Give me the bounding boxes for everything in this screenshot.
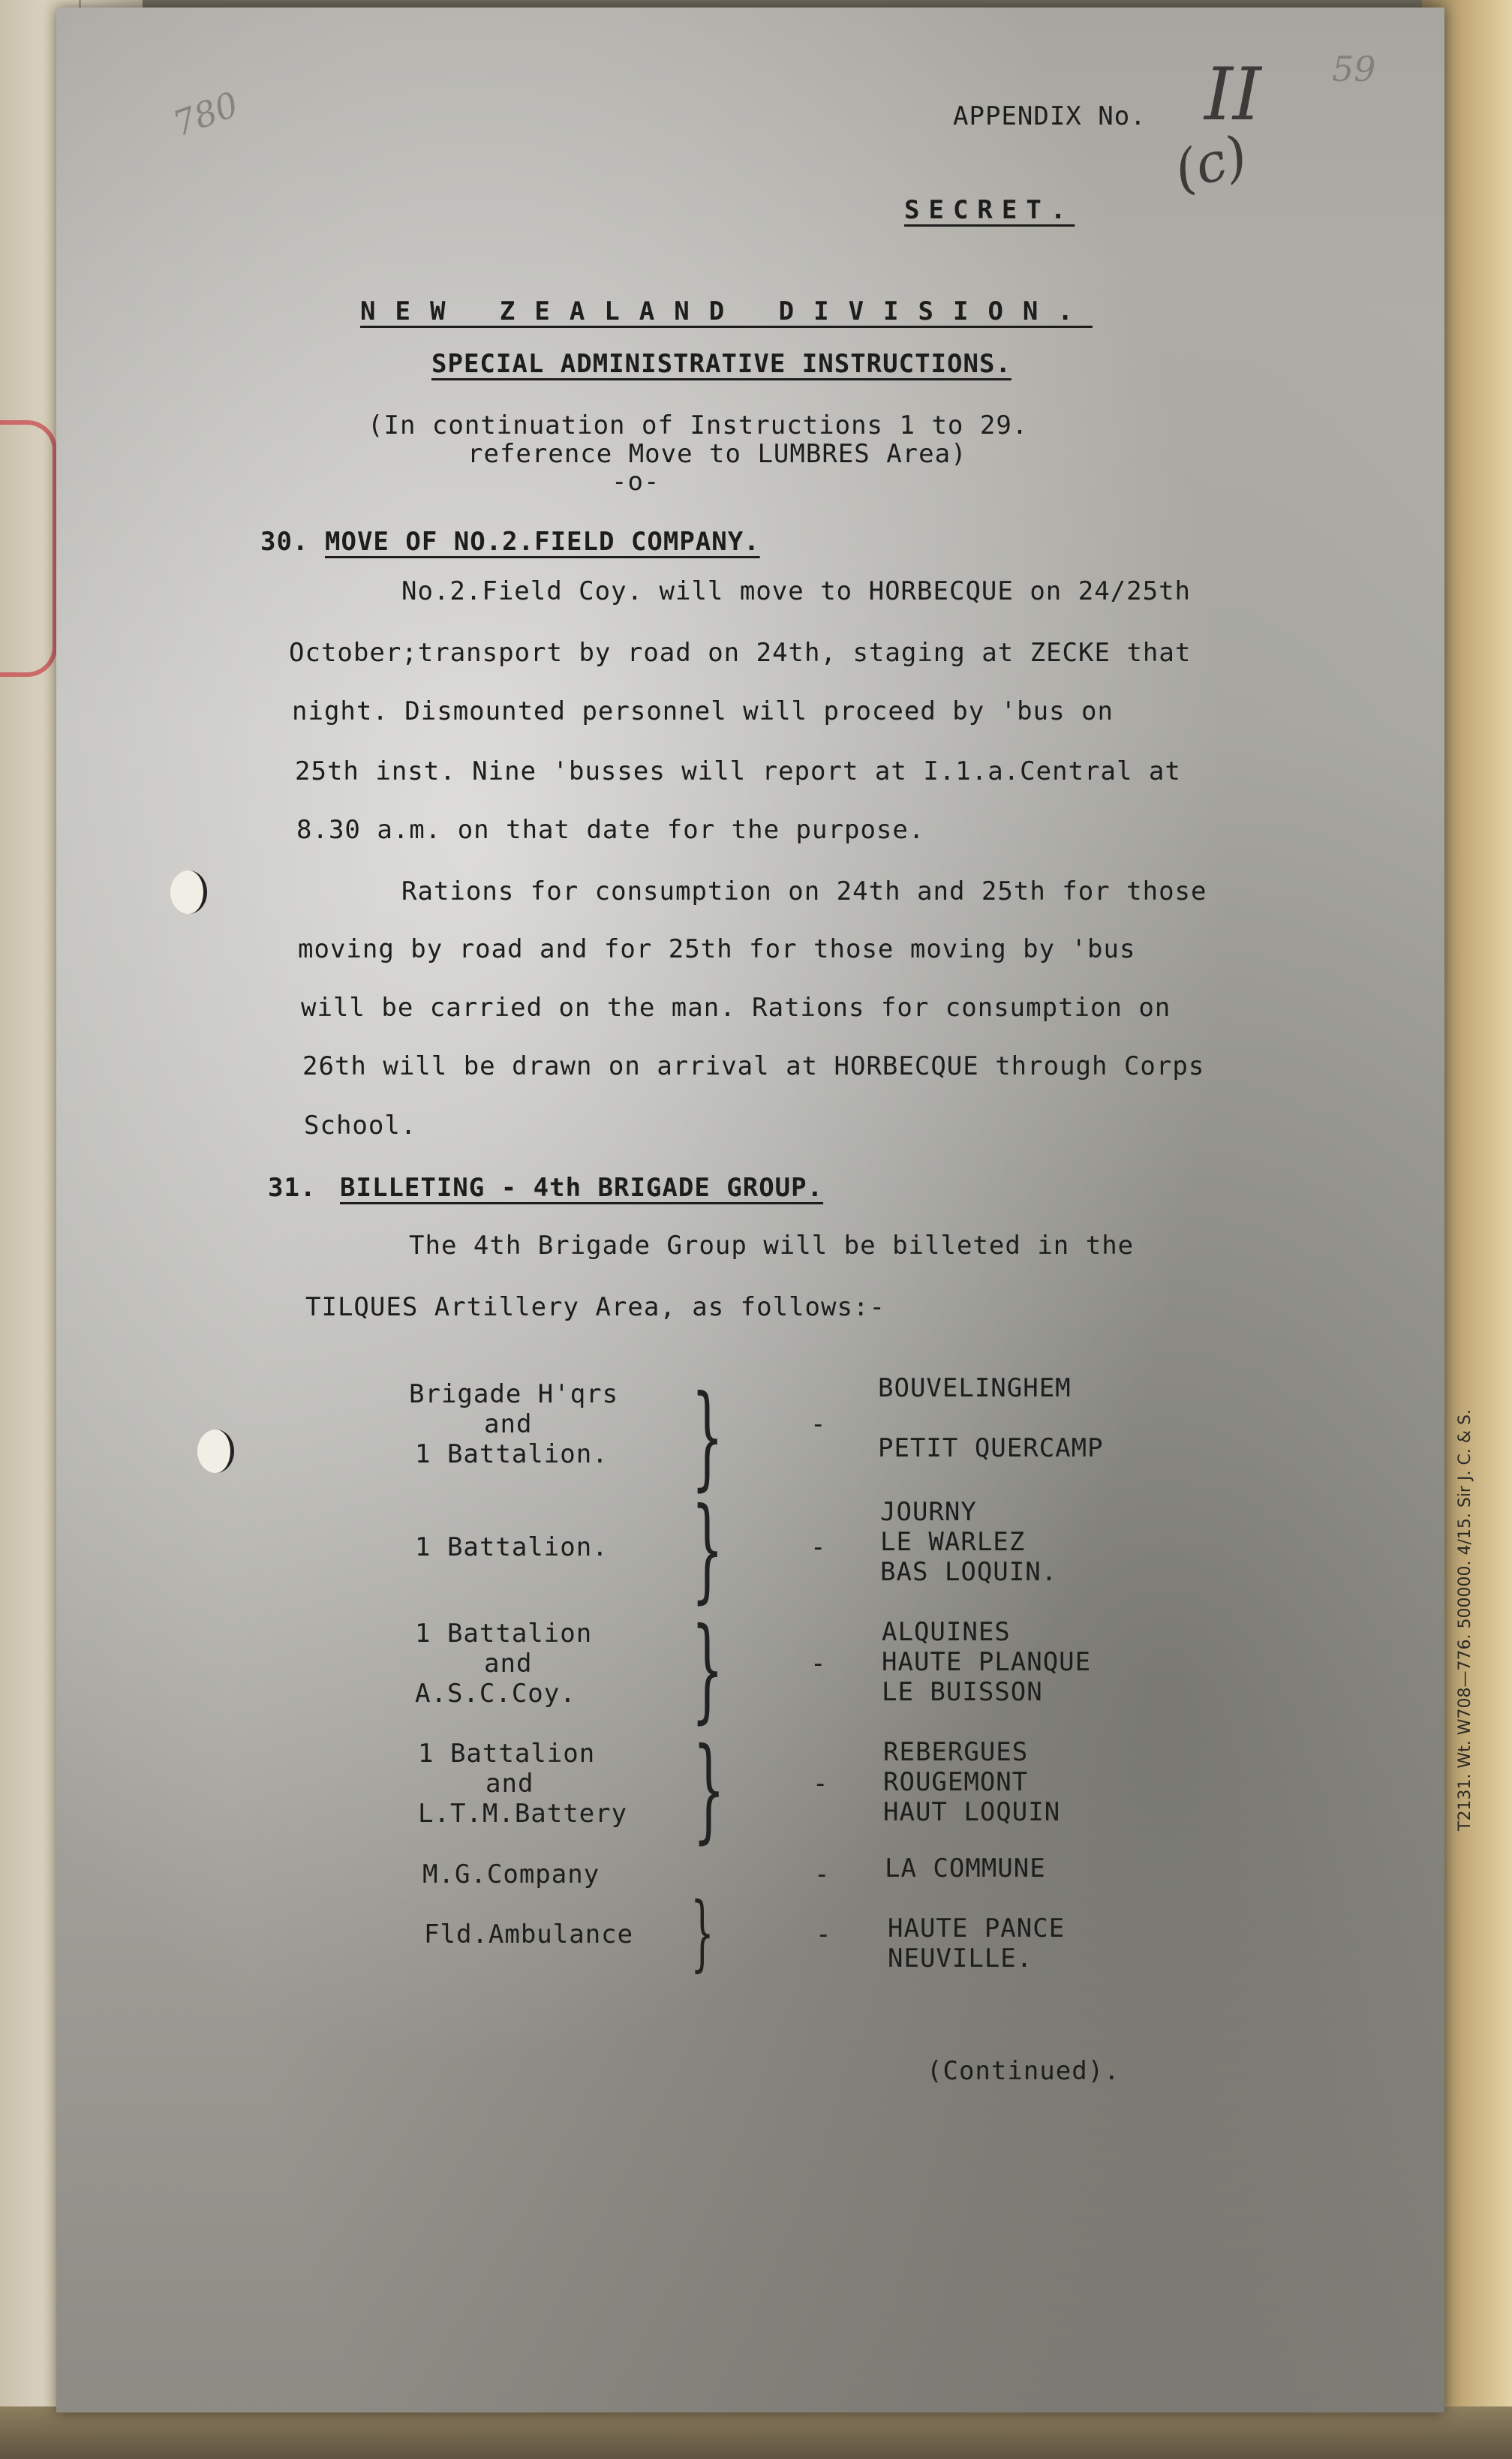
brace: } [690,1884,714,1980]
place-line: LE BUISSON [882,1677,1043,1707]
section-30-line: 26th will be drawn on arrival at HORBECQUE through Corps [302,1051,1205,1081]
section-31-intro-line-2: TILQUES Artillery Area, as follows:- [305,1292,885,1322]
place-line: BOUVELINGHEM [878,1373,1072,1403]
row-dash: - [810,1649,827,1679]
section-30-line: School. [304,1111,417,1141]
continued-marker: (Continued). [927,2056,1120,2086]
unit-line: 1 Battalion [418,1739,596,1769]
place-line: JOURNY [880,1497,977,1527]
unit-line: A.S.C.Coy. [415,1679,576,1709]
continuation-line-1: (In continuation of Instructions 1 to 29. [368,410,1029,440]
unit-line: Fld.Ambulance [424,1919,634,1949]
row-dash: - [814,1859,831,1889]
place-line: NEUVILLE. [888,1943,1033,1974]
row-dash: - [816,1919,832,1949]
section-30-line: will be carried on the man. Rations for consumption on [301,993,1171,1023]
section-30-line: moving by road and for 25th for those moving by 'bus [298,934,1136,964]
row-dash: - [813,1769,829,1799]
appendix-label: APPENDIX No. [953,101,1147,131]
corner-page-number: 59 [1332,49,1376,89]
place-line: HAUT LOQUIN [883,1797,1061,1827]
place-line: ALQUINES [882,1617,1011,1647]
place-line: ROUGEMONT [883,1767,1029,1797]
unit-line: 1 Battalion. [415,1439,609,1469]
appendix-handwritten-sub: (c) [1167,122,1254,203]
brace: } [691,1484,724,1615]
place-line: BAS LOQUIN. [880,1557,1058,1587]
place-line: HAUTE PLANQUE [882,1647,1092,1677]
section-30-line: 25th inst. Nine 'busses will report at I.1.a.Central at [295,756,1181,786]
appendix-handwritten-number: II [1204,53,1261,137]
section-31-intro-line-1: The 4th Brigade Group will be billeted in the [409,1231,1135,1261]
division-title: NEW ZEALAND DIVISION. [360,296,1093,326]
document-page [56,8,1444,2412]
brace: } [691,1372,724,1502]
unit-line: L.T.M.Battery [418,1799,628,1829]
unit-line: and [484,1409,533,1439]
place-line: LA COMMUNE [885,1853,1046,1883]
folio-pencil-number: 780 [167,83,244,145]
place-line: REBERGUES [883,1737,1029,1767]
row-dash: - [810,1532,827,1562]
secret-marking: SECRET. [904,195,1075,225]
red-stamp [0,420,57,677]
brace: } [691,1604,724,1735]
unit-line: Brigade H'qrs [409,1379,619,1409]
title-separator: -o- [612,467,660,497]
punch-hole-top [170,870,207,914]
row-dash: - [810,1409,827,1439]
unit-line: and [484,1649,533,1679]
place-line: PETIT QUERCAMP [878,1433,1104,1463]
folder-bottom [0,2406,1512,2459]
section-31-heading: BILLETING - 4th BRIGADE GROUP. [340,1173,824,1203]
unit-line: 1 Battalion. [415,1532,609,1562]
printer-imprint: T2131. Wt. W708—776. 500000. 4/15. Sir J. C. & S. [1456,1409,1474,1831]
unit-line: 1 Battalion [415,1619,593,1649]
section-31-number: 31. [268,1173,317,1203]
section-30-number: 30. [260,527,309,557]
section-30-line: October;transport by road on 24th, staging at ZECKE that [289,638,1192,668]
brace: } [693,1724,726,1855]
place-line: HAUTE PANCE [888,1913,1066,1943]
unit-line: and [485,1769,534,1799]
section-30-line: Rations for consumption on 24th and 25th for those [401,876,1207,906]
punch-hole-bottom [197,1429,234,1473]
section-30-line: night. Dismounted personnel will proceed by 'bus on [292,696,1114,726]
section-30-line: 8.30 a.m. on that date for the purpose. [296,815,925,845]
unit-line: M.G.Company [422,1859,600,1889]
place-line: LE WARLEZ [880,1527,1026,1557]
instructions-title: SPECIAL ADMINISTRATIVE INSTRUCTIONS. [431,349,1012,379]
section-30-line: No.2.Field Coy. will move to HORBECQUE on 24/25th [401,576,1192,606]
continuation-line-2: reference Move to LUMBRES Area) [467,439,967,469]
section-30-heading: MOVE OF NO.2.FIELD COMPANY. [325,527,760,557]
